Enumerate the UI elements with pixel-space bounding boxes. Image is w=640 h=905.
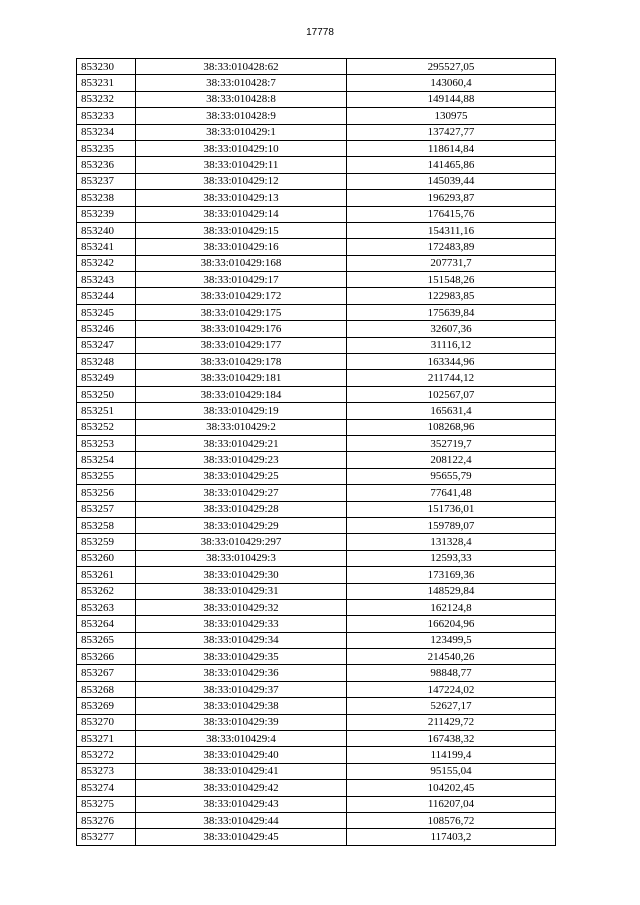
cadastral-number-cell: 38:33:010429:27 xyxy=(136,485,347,501)
cadastral-number-cell: 38:33:010429:1 xyxy=(136,124,347,140)
table-row xyxy=(77,616,556,632)
cadastral-number-cell: 38:33:010428:9 xyxy=(136,108,347,124)
record-number-cell: 853254 xyxy=(77,452,136,468)
record-number-cell: 853252 xyxy=(77,419,136,435)
value-cell: 114199,4 xyxy=(347,747,556,763)
table-row xyxy=(77,354,556,370)
value-cell: 130975 xyxy=(347,108,556,124)
record-number-cell: 853265 xyxy=(77,632,136,648)
cadastral-number-cell: 38:33:010429:43 xyxy=(136,796,347,812)
value-cell: 151736,01 xyxy=(347,501,556,517)
value-cell: 214540,26 xyxy=(347,649,556,665)
value-cell: 208122,4 xyxy=(347,452,556,468)
record-number-cell: 853277 xyxy=(77,829,136,845)
record-number-cell: 853240 xyxy=(77,222,136,238)
table-row xyxy=(77,108,556,124)
table-row xyxy=(77,435,556,451)
value-cell: 12593,33 xyxy=(347,550,556,566)
cadastral-number-cell: 38:33:010429:21 xyxy=(136,435,347,451)
table-row xyxy=(77,550,556,566)
cadastral-number-cell: 38:33:010429:297 xyxy=(136,534,347,550)
cadastral-number-cell: 38:33:010429:15 xyxy=(136,222,347,238)
table-body xyxy=(77,59,556,846)
record-number-cell: 853233 xyxy=(77,108,136,124)
record-number-cell: 853266 xyxy=(77,649,136,665)
cadastral-number-cell: 38:33:010429:176 xyxy=(136,321,347,337)
record-number-cell: 853237 xyxy=(77,173,136,189)
record-number-cell: 853259 xyxy=(77,534,136,550)
record-number-cell: 853270 xyxy=(77,714,136,730)
cadastral-number-cell: 38:33:010429:30 xyxy=(136,567,347,583)
value-cell: 95155,04 xyxy=(347,763,556,779)
record-number-cell: 853275 xyxy=(77,796,136,812)
record-number-cell: 853267 xyxy=(77,665,136,681)
cadastral-number-cell: 38:33:010429:175 xyxy=(136,304,347,320)
value-cell: 176415,76 xyxy=(347,206,556,222)
table-row xyxy=(77,222,556,238)
table-row xyxy=(77,714,556,730)
table-row xyxy=(77,747,556,763)
value-cell: 104202,45 xyxy=(347,780,556,796)
cadastral-number-cell: 38:33:010429:32 xyxy=(136,599,347,615)
value-cell: 165631,4 xyxy=(347,403,556,419)
value-cell: 131328,4 xyxy=(347,534,556,550)
value-cell: 116207,04 xyxy=(347,796,556,812)
record-number-cell: 853260 xyxy=(77,550,136,566)
value-cell: 151548,26 xyxy=(347,272,556,288)
record-number-cell: 853261 xyxy=(77,567,136,583)
cadastral-number-cell: 38:33:010429:44 xyxy=(136,812,347,828)
cadastral-number-cell: 38:33:010429:3 xyxy=(136,550,347,566)
record-number-cell: 853276 xyxy=(77,812,136,828)
record-number-cell: 853250 xyxy=(77,386,136,402)
cadastral-number-cell: 38:33:010429:37 xyxy=(136,681,347,697)
record-number-cell: 853242 xyxy=(77,255,136,271)
record-number-cell: 853244 xyxy=(77,288,136,304)
value-cell: 123499,5 xyxy=(347,632,556,648)
cadastral-number-cell: 38:33:010429:38 xyxy=(136,698,347,714)
table-row xyxy=(77,239,556,255)
record-number-cell: 853241 xyxy=(77,239,136,255)
cadastral-number-cell: 38:33:010429:34 xyxy=(136,632,347,648)
cadastral-number-cell: 38:33:010429:181 xyxy=(136,370,347,386)
record-number-cell: 853234 xyxy=(77,124,136,140)
table-row xyxy=(77,534,556,550)
value-cell: 173169,36 xyxy=(347,567,556,583)
value-cell: 77641,48 xyxy=(347,485,556,501)
value-cell: 118614,84 xyxy=(347,140,556,156)
cadastral-number-cell: 38:33:010428:62 xyxy=(136,59,347,75)
record-number-cell: 853268 xyxy=(77,681,136,697)
record-number-cell: 853231 xyxy=(77,75,136,91)
table-row xyxy=(77,796,556,812)
cadastral-number-cell: 38:33:010429:45 xyxy=(136,829,347,845)
table-row xyxy=(77,255,556,271)
record-number-cell: 853246 xyxy=(77,321,136,337)
record-number-cell: 853262 xyxy=(77,583,136,599)
table-row xyxy=(77,583,556,599)
table-row xyxy=(77,403,556,419)
cadastral-number-cell: 38:33:010429:19 xyxy=(136,403,347,419)
cadastral-number-cell: 38:33:010429:39 xyxy=(136,714,347,730)
table-row xyxy=(77,157,556,173)
record-number-cell: 853274 xyxy=(77,780,136,796)
table-row xyxy=(77,140,556,156)
cadastral-number-cell: 38:33:010429:2 xyxy=(136,419,347,435)
record-number-cell: 853245 xyxy=(77,304,136,320)
value-cell: 211429,72 xyxy=(347,714,556,730)
value-cell: 143060,4 xyxy=(347,75,556,91)
table-row xyxy=(77,91,556,107)
page-number: 17778 xyxy=(306,27,334,38)
record-number-cell: 853232 xyxy=(77,91,136,107)
table-row xyxy=(77,665,556,681)
record-number-cell: 853247 xyxy=(77,337,136,353)
table-row xyxy=(77,124,556,140)
cadastral-number-cell: 38:33:010429:11 xyxy=(136,157,347,173)
value-cell: 108576,72 xyxy=(347,812,556,828)
table-row xyxy=(77,731,556,747)
table-row xyxy=(77,649,556,665)
value-cell: 141465,86 xyxy=(347,157,556,173)
record-number-cell: 853257 xyxy=(77,501,136,517)
table-row xyxy=(77,681,556,697)
cadastral-number-cell: 38:33:010429:17 xyxy=(136,272,347,288)
table-row xyxy=(77,304,556,320)
record-number-cell: 853236 xyxy=(77,157,136,173)
cadastral-number-cell: 38:33:010429:172 xyxy=(136,288,347,304)
table-row xyxy=(77,272,556,288)
value-cell: 52627,17 xyxy=(347,698,556,714)
table-row xyxy=(77,386,556,402)
cadastral-number-cell: 38:33:010429:178 xyxy=(136,354,347,370)
table-row xyxy=(77,190,556,206)
record-number-cell: 853251 xyxy=(77,403,136,419)
value-cell: 211744,12 xyxy=(347,370,556,386)
table-row xyxy=(77,698,556,714)
table-row xyxy=(77,501,556,517)
table-row xyxy=(77,599,556,615)
value-cell: 145039,44 xyxy=(347,173,556,189)
cadastral-number-cell: 38:33:010429:168 xyxy=(136,255,347,271)
cadastral-number-cell: 38:33:010429:35 xyxy=(136,649,347,665)
table-row xyxy=(77,59,556,75)
table-row xyxy=(77,337,556,353)
value-cell: 196293,87 xyxy=(347,190,556,206)
cadastral-number-cell: 38:33:010429:12 xyxy=(136,173,347,189)
record-number-cell: 853269 xyxy=(77,698,136,714)
cadastral-number-cell: 38:33:010429:14 xyxy=(136,206,347,222)
record-number-cell: 853248 xyxy=(77,354,136,370)
record-number-cell: 853271 xyxy=(77,731,136,747)
cadastral-number-cell: 38:33:010429:10 xyxy=(136,140,347,156)
cadastral-number-cell: 38:33:010429:40 xyxy=(136,747,347,763)
record-number-cell: 853235 xyxy=(77,140,136,156)
table-row xyxy=(77,812,556,828)
cadastral-number-cell: 38:33:010429:25 xyxy=(136,468,347,484)
table-row xyxy=(77,75,556,91)
table-row xyxy=(77,517,556,533)
cadastral-number-cell: 38:33:010429:41 xyxy=(136,763,347,779)
table-row xyxy=(77,468,556,484)
table-row xyxy=(77,567,556,583)
value-cell: 295527,05 xyxy=(347,59,556,75)
cadastral-number-cell: 38:33:010429:28 xyxy=(136,501,347,517)
record-number-cell: 853264 xyxy=(77,616,136,632)
data-table xyxy=(76,58,556,846)
value-cell: 352719,7 xyxy=(347,435,556,451)
cadastral-number-cell: 38:33:010429:184 xyxy=(136,386,347,402)
value-cell: 175639,84 xyxy=(347,304,556,320)
value-cell: 147224,02 xyxy=(347,681,556,697)
table-row xyxy=(77,763,556,779)
value-cell: 172483,89 xyxy=(347,239,556,255)
value-cell: 159789,07 xyxy=(347,517,556,533)
value-cell: 162124,8 xyxy=(347,599,556,615)
table-row xyxy=(77,370,556,386)
record-number-cell: 853230 xyxy=(77,59,136,75)
record-number-cell: 853272 xyxy=(77,747,136,763)
table-row xyxy=(77,632,556,648)
value-cell: 102567,07 xyxy=(347,386,556,402)
value-cell: 98848,77 xyxy=(347,665,556,681)
value-cell: 117403,2 xyxy=(347,829,556,845)
value-cell: 32607,36 xyxy=(347,321,556,337)
cadastral-number-cell: 38:33:010429:42 xyxy=(136,780,347,796)
cadastral-number-cell: 38:33:010429:33 xyxy=(136,616,347,632)
table-row xyxy=(77,452,556,468)
table-row xyxy=(77,173,556,189)
cadastral-number-cell: 38:33:010429:36 xyxy=(136,665,347,681)
record-number-cell: 853258 xyxy=(77,517,136,533)
table-row xyxy=(77,829,556,845)
cadastral-number-cell: 38:33:010428:8 xyxy=(136,91,347,107)
cadastral-number-cell: 38:33:010429:13 xyxy=(136,190,347,206)
record-number-cell: 853273 xyxy=(77,763,136,779)
value-cell: 154311,16 xyxy=(347,222,556,238)
value-cell: 149144,88 xyxy=(347,91,556,107)
value-cell: 167438,32 xyxy=(347,731,556,747)
value-cell: 166204,96 xyxy=(347,616,556,632)
table-row xyxy=(77,485,556,501)
value-cell: 122983,85 xyxy=(347,288,556,304)
record-number-cell: 853256 xyxy=(77,485,136,501)
value-cell: 137427,77 xyxy=(347,124,556,140)
value-cell: 108268,96 xyxy=(347,419,556,435)
record-number-cell: 853243 xyxy=(77,272,136,288)
cadastral-number-cell: 38:33:010429:4 xyxy=(136,731,347,747)
cadastral-number-cell: 38:33:010429:23 xyxy=(136,452,347,468)
value-cell: 148529,84 xyxy=(347,583,556,599)
record-number-cell: 853263 xyxy=(77,599,136,615)
cadastral-number-cell: 38:33:010429:31 xyxy=(136,583,347,599)
table-row xyxy=(77,419,556,435)
value-cell: 31116,12 xyxy=(347,337,556,353)
cadastral-number-cell: 38:33:010429:177 xyxy=(136,337,347,353)
value-cell: 207731,7 xyxy=(347,255,556,271)
value-cell: 163344,96 xyxy=(347,354,556,370)
record-number-cell: 853253 xyxy=(77,435,136,451)
value-cell: 95655,79 xyxy=(347,468,556,484)
record-number-cell: 853255 xyxy=(77,468,136,484)
table-row xyxy=(77,206,556,222)
cadastral-number-cell: 38:33:010429:16 xyxy=(136,239,347,255)
table-row xyxy=(77,321,556,337)
record-number-cell: 853249 xyxy=(77,370,136,386)
record-number-cell: 853238 xyxy=(77,190,136,206)
cadastral-number-cell: 38:33:010429:29 xyxy=(136,517,347,533)
record-number-cell: 853239 xyxy=(77,206,136,222)
table-row xyxy=(77,780,556,796)
cadastral-number-cell: 38:33:010428:7 xyxy=(136,75,347,91)
table-row xyxy=(77,288,556,304)
